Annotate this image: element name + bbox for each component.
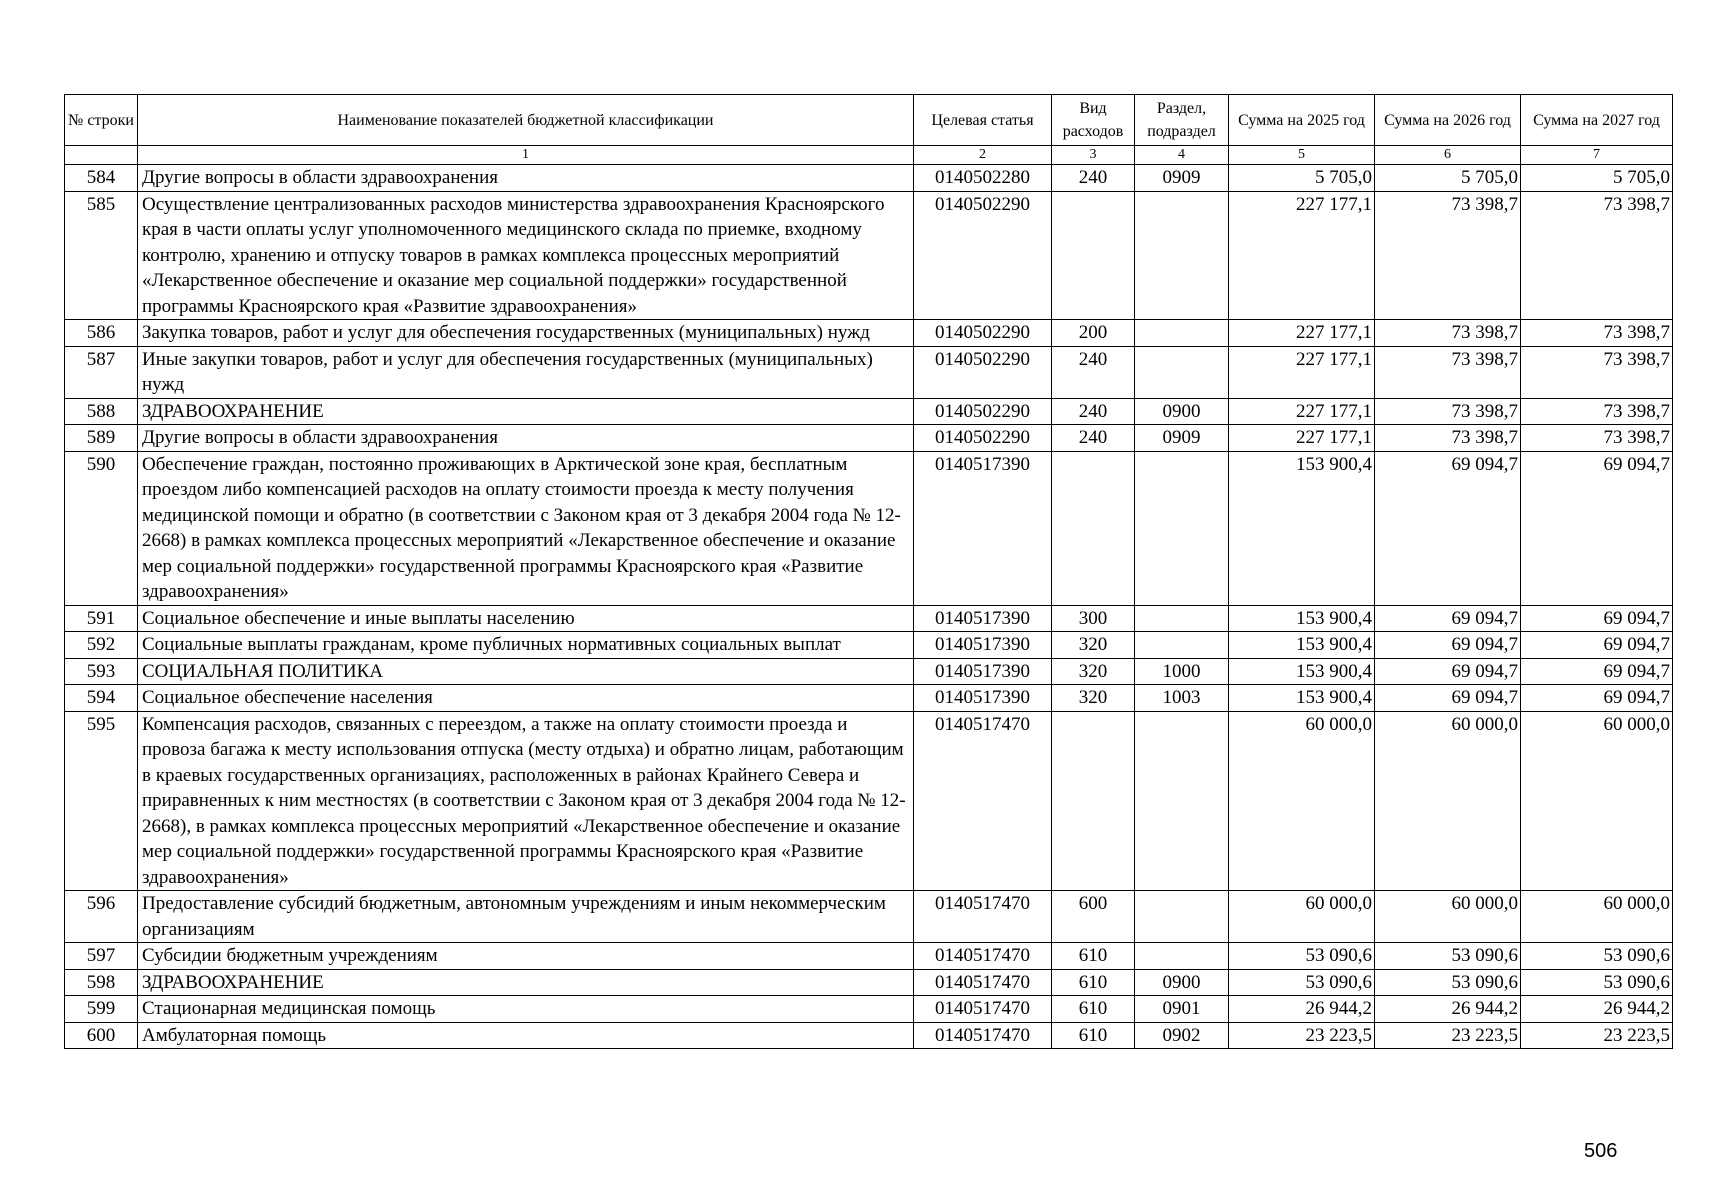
row-section <box>1135 943 1229 970</box>
row-name: Иные закупки товаров, работ и услуг для обеспечения государственных (муниципальных) нужд <box>138 346 914 398</box>
header-section: Раздел, подраздел <box>1135 95 1229 146</box>
row-sum-2025: 153 900,4 <box>1229 451 1375 605</box>
row-expense-type: 240 <box>1052 346 1135 398</box>
row-sum-2026: 26 944,2 <box>1375 996 1521 1023</box>
row-sum-2026: 73 398,7 <box>1375 346 1521 398</box>
row-sum-2026: 69 094,7 <box>1375 605 1521 632</box>
row-sum-2025: 227 177,1 <box>1229 425 1375 452</box>
row-number: 597 <box>65 943 138 970</box>
row-expense-type: 610 <box>1052 1022 1135 1049</box>
row-expense-type <box>1052 451 1135 605</box>
column-number-row <box>65 146 1673 165</box>
row-number: 590 <box>65 451 138 605</box>
row-sum-2025: 153 900,4 <box>1229 658 1375 685</box>
column-number: 5 <box>1229 146 1375 165</box>
row-expense-type <box>1052 191 1135 320</box>
row-section: 0909 <box>1135 425 1229 452</box>
column-number <box>65 146 138 165</box>
row-sum-2026: 73 398,7 <box>1375 191 1521 320</box>
row-sum-2025: 26 944,2 <box>1229 996 1375 1023</box>
row-sum-2025: 227 177,1 <box>1229 346 1375 398</box>
row-name: Обеспечение граждан, постоянно проживающих в Арктической зоне края, бесплатным проездом либо компенсацией расходов на оплату стоимости проезда к месту получения медицинской помощи и обратно (в соответствии с Законом края от 3 декабря 2004 года № 12-2668) в рамках комплекса процессных мероприятий «Лекарственное обеспечение и оказание мер социальной поддержки» государственной программы Красноярского края «Развитие здравоохранения» <box>138 451 914 605</box>
row-target-article: 0140517390 <box>914 451 1052 605</box>
table-row <box>65 891 1673 943</box>
row-sum-2027: 69 094,7 <box>1521 632 1673 659</box>
row-target-article: 0140502280 <box>914 165 1052 192</box>
table-row <box>65 711 1673 891</box>
budget-table <box>64 94 1673 1049</box>
row-name: Предоставление субсидий бюджетным, автономным учреждениям и иным некоммерческим организациям <box>138 891 914 943</box>
row-sum-2026: 69 094,7 <box>1375 658 1521 685</box>
row-sum-2025: 153 900,4 <box>1229 685 1375 712</box>
row-sum-2026: 69 094,7 <box>1375 632 1521 659</box>
table-row <box>65 943 1673 970</box>
row-expense-type: 240 <box>1052 398 1135 425</box>
row-name: СОЦИАЛЬНАЯ ПОЛИТИКА <box>138 658 914 685</box>
row-target-article: 0140517470 <box>914 711 1052 891</box>
row-number: 600 <box>65 1022 138 1049</box>
table-row <box>65 685 1673 712</box>
header-target: Целевая статья <box>914 95 1052 146</box>
table-row <box>65 1022 1673 1049</box>
table-row <box>65 632 1673 659</box>
column-number: 6 <box>1375 146 1521 165</box>
row-sum-2027: 69 094,7 <box>1521 658 1673 685</box>
row-section: 1003 <box>1135 685 1229 712</box>
row-sum-2025: 227 177,1 <box>1229 398 1375 425</box>
table-row <box>65 346 1673 398</box>
row-number: 584 <box>65 165 138 192</box>
row-name: Амбулаторная помощь <box>138 1022 914 1049</box>
table-row <box>65 605 1673 632</box>
row-section: 0900 <box>1135 969 1229 996</box>
row-sum-2025: 5 705,0 <box>1229 165 1375 192</box>
column-number: 3 <box>1052 146 1135 165</box>
row-number: 587 <box>65 346 138 398</box>
row-name: ЗДРАВООХРАНЕНИЕ <box>138 969 914 996</box>
row-name: Социальные выплаты гражданам, кроме публичных нормативных социальных выплат <box>138 632 914 659</box>
table-row <box>65 451 1673 605</box>
row-sum-2026: 60 000,0 <box>1375 711 1521 891</box>
row-number: 585 <box>65 191 138 320</box>
table-row <box>65 425 1673 452</box>
row-section: 1000 <box>1135 658 1229 685</box>
row-number: 598 <box>65 969 138 996</box>
row-sum-2027: 5 705,0 <box>1521 165 1673 192</box>
row-name: Компенсация расходов, связанных с переездом, а также на оплату стоимости проезда и провоза багажа к месту использования отпуска (месту отдыха) и обратно лицам, работающим в краевых государственных организациях, расположенных в районах Крайнего Севера и приравненных к ним местностях (в соответствии с Законом края от 3 декабря 2004 года № 12-2668), в рамках комплекса процессных мероприятий «Лекарственное обеспечение и оказание мер социальной поддержки» государственной программы Красноярского края «Развитие здравоохранения» <box>138 711 914 891</box>
row-expense-type: 300 <box>1052 605 1135 632</box>
row-number: 595 <box>65 711 138 891</box>
row-target-article: 0140502290 <box>914 398 1052 425</box>
header-sum-2026: Сумма на 2026 год <box>1375 95 1521 146</box>
table-body <box>65 165 1673 1049</box>
row-sum-2025: 153 900,4 <box>1229 605 1375 632</box>
column-number: 2 <box>914 146 1052 165</box>
row-target-article: 0140517470 <box>914 943 1052 970</box>
row-sum-2027: 53 090,6 <box>1521 943 1673 970</box>
row-name: Осуществление централизованных расходов министерства здравоохранения Красноярского края в части оплаты услуг уполномоченного медицинского склада по приемке, входному контролю, хранению и отпуску товаров в рамках комплекса процессных мероприятий «Лекарственное обеспечение и оказание мер социальной поддержки» государственной программы Красноярского края «Развитие здравоохранения» <box>138 191 914 320</box>
header-sum-2027: Сумма на 2027 год <box>1521 95 1673 146</box>
row-target-article: 0140517390 <box>914 685 1052 712</box>
page-number: 506 <box>1584 1140 1618 1162</box>
row-expense-type: 600 <box>1052 891 1135 943</box>
row-number: 592 <box>65 632 138 659</box>
row-name: Другие вопросы в области здравоохранения <box>138 165 914 192</box>
row-expense-type: 240 <box>1052 425 1135 452</box>
row-number: 594 <box>65 685 138 712</box>
row-target-article: 0140517470 <box>914 1022 1052 1049</box>
row-sum-2027: 60 000,0 <box>1521 891 1673 943</box>
row-sum-2026: 53 090,6 <box>1375 969 1521 996</box>
row-sum-2027: 23 223,5 <box>1521 1022 1673 1049</box>
row-sum-2026: 69 094,7 <box>1375 685 1521 712</box>
row-sum-2026: 23 223,5 <box>1375 1022 1521 1049</box>
row-target-article: 0140502290 <box>914 320 1052 347</box>
row-sum-2027: 26 944,2 <box>1521 996 1673 1023</box>
table-row <box>65 969 1673 996</box>
row-section <box>1135 632 1229 659</box>
row-section <box>1135 711 1229 891</box>
row-sum-2025: 227 177,1 <box>1229 320 1375 347</box>
row-section <box>1135 191 1229 320</box>
row-name: Закупка товаров, работ и услуг для обеспечения государственных (муниципальных) нужд <box>138 320 914 347</box>
row-expense-type: 610 <box>1052 943 1135 970</box>
row-name: ЗДРАВООХРАНЕНИЕ <box>138 398 914 425</box>
row-name: Субсидии бюджетным учреждениям <box>138 943 914 970</box>
row-target-article: 0140517390 <box>914 632 1052 659</box>
row-sum-2025: 23 223,5 <box>1229 1022 1375 1049</box>
header-row-no: № строки <box>65 95 138 146</box>
row-number: 596 <box>65 891 138 943</box>
row-name: Стационарная медицинская помощь <box>138 996 914 1023</box>
row-sum-2025: 60 000,0 <box>1229 711 1375 891</box>
column-number: 4 <box>1135 146 1229 165</box>
row-target-article: 0140502290 <box>914 191 1052 320</box>
row-sum-2027: 60 000,0 <box>1521 711 1673 891</box>
row-sum-2026: 60 000,0 <box>1375 891 1521 943</box>
row-sum-2027: 69 094,7 <box>1521 451 1673 605</box>
table-row <box>65 165 1673 192</box>
row-target-article: 0140502290 <box>914 346 1052 398</box>
row-name: Другие вопросы в области здравоохранения <box>138 425 914 452</box>
row-sum-2025: 227 177,1 <box>1229 191 1375 320</box>
row-expense-type: 610 <box>1052 996 1135 1023</box>
row-section: 0909 <box>1135 165 1229 192</box>
table-row <box>65 191 1673 320</box>
row-sum-2027: 73 398,7 <box>1521 398 1673 425</box>
row-sum-2026: 69 094,7 <box>1375 451 1521 605</box>
row-expense-type: 320 <box>1052 658 1135 685</box>
row-expense-type: 320 <box>1052 685 1135 712</box>
row-sum-2026: 73 398,7 <box>1375 320 1521 347</box>
row-sum-2025: 153 900,4 <box>1229 632 1375 659</box>
row-name: Социальное обеспечение и иные выплаты населению <box>138 605 914 632</box>
row-target-article: 0140517470 <box>914 969 1052 996</box>
row-section: 0900 <box>1135 398 1229 425</box>
row-expense-type: 200 <box>1052 320 1135 347</box>
row-section <box>1135 605 1229 632</box>
row-target-article: 0140517470 <box>914 891 1052 943</box>
row-sum-2025: 53 090,6 <box>1229 969 1375 996</box>
row-expense-type: 610 <box>1052 969 1135 996</box>
table-row <box>65 996 1673 1023</box>
row-sum-2027: 73 398,7 <box>1521 320 1673 347</box>
row-sum-2027: 73 398,7 <box>1521 425 1673 452</box>
row-section <box>1135 451 1229 605</box>
row-number: 589 <box>65 425 138 452</box>
row-sum-2027: 69 094,7 <box>1521 685 1673 712</box>
header-row <box>65 95 1673 146</box>
row-sum-2026: 73 398,7 <box>1375 398 1521 425</box>
row-sum-2025: 60 000,0 <box>1229 891 1375 943</box>
row-name: Социальное обеспечение населения <box>138 685 914 712</box>
row-target-article: 0140517470 <box>914 996 1052 1023</box>
row-sum-2027: 53 090,6 <box>1521 969 1673 996</box>
row-number: 593 <box>65 658 138 685</box>
row-sum-2026: 5 705,0 <box>1375 165 1521 192</box>
row-target-article: 0140502290 <box>914 425 1052 452</box>
header-name: Наименование показателей бюджетной классификации <box>138 95 914 146</box>
row-sum-2026: 73 398,7 <box>1375 425 1521 452</box>
row-expense-type: 320 <box>1052 632 1135 659</box>
row-sum-2026: 53 090,6 <box>1375 943 1521 970</box>
row-expense-type <box>1052 711 1135 891</box>
row-sum-2027: 73 398,7 <box>1521 346 1673 398</box>
row-number: 591 <box>65 605 138 632</box>
row-section <box>1135 346 1229 398</box>
row-target-article: 0140517390 <box>914 605 1052 632</box>
row-section: 0901 <box>1135 996 1229 1023</box>
column-number: 7 <box>1521 146 1673 165</box>
row-section: 0902 <box>1135 1022 1229 1049</box>
row-expense-type: 240 <box>1052 165 1135 192</box>
row-section <box>1135 320 1229 347</box>
column-number: 1 <box>138 146 914 165</box>
row-number: 599 <box>65 996 138 1023</box>
row-sum-2027: 69 094,7 <box>1521 605 1673 632</box>
table-row <box>65 658 1673 685</box>
table-row <box>65 398 1673 425</box>
row-number: 588 <box>65 398 138 425</box>
header-expense-type: Вид расходов <box>1052 95 1135 146</box>
row-section <box>1135 891 1229 943</box>
row-sum-2027: 73 398,7 <box>1521 191 1673 320</box>
header-sum-2025: Сумма на 2025 год <box>1229 95 1375 146</box>
row-sum-2025: 53 090,6 <box>1229 943 1375 970</box>
table-row <box>65 320 1673 347</box>
row-number: 586 <box>65 320 138 347</box>
row-target-article: 0140517390 <box>914 658 1052 685</box>
